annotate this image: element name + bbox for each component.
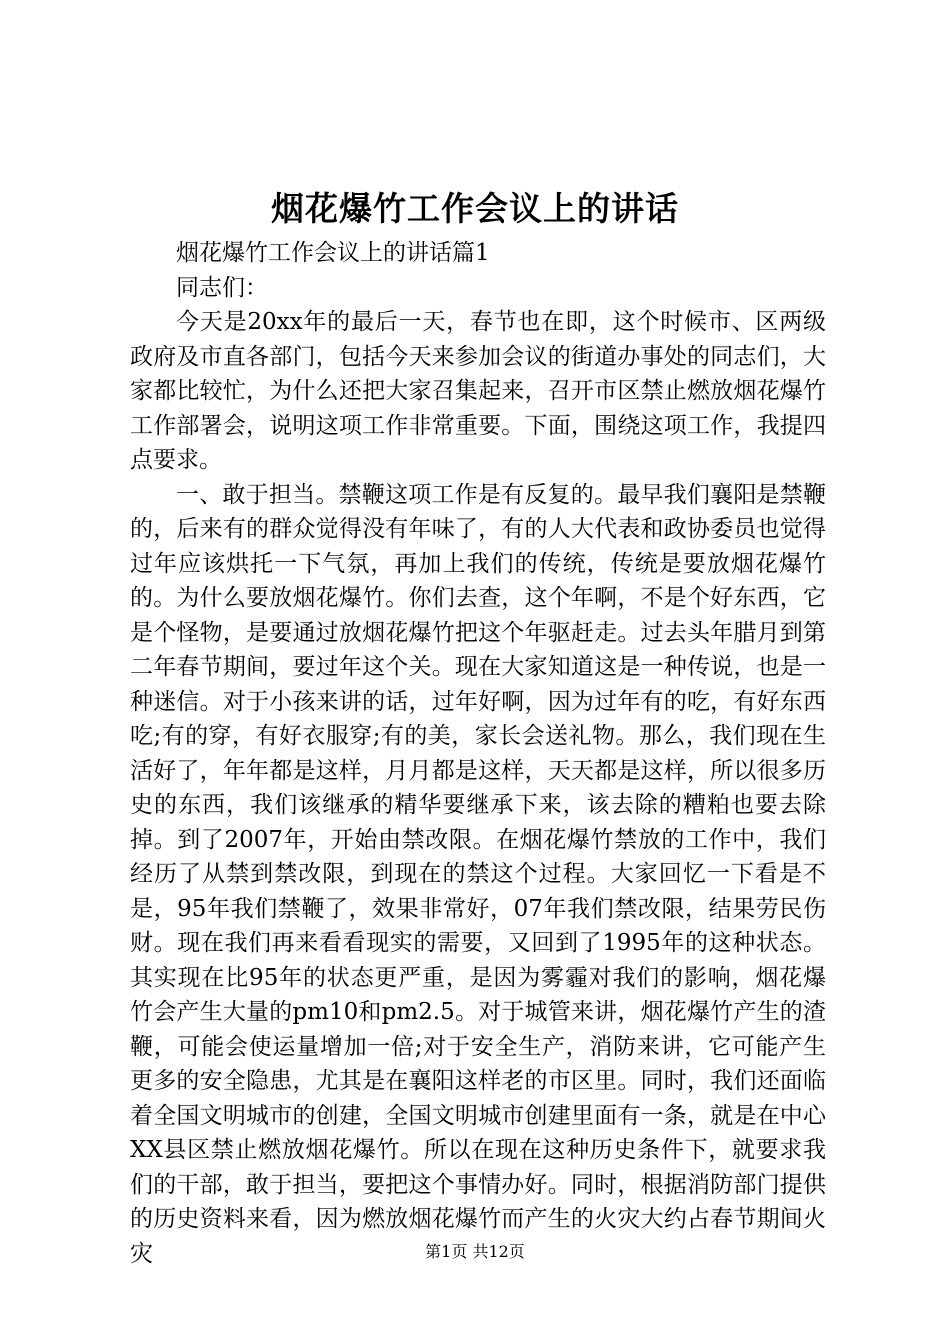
page-footer: 第1页 共12页 xyxy=(425,1242,525,1261)
salutation: 同志们： xyxy=(176,274,268,301)
paragraph-section-one: 一、敢于担当。禁鞭这项工作是有反复的。最早我们襄阳是禁鞭的，后来有的群众觉得没有年味了，有的人大代表和政协委员也觉得过年应该烘托一下气氛，再加上我们的传统，传统是要放烟花爆竹的。为什么要放烟花爆竹。你们去查，这个年啊，不是个好东西，它是个怪物，是要通过放烟花爆竹把这个年驱赶走。过去头年腊月到第二年春节期间，要过年这个关。现在大家知道这是一种传说，也是一种迷信。对于小孩来讲的话，过年好啊，因为过年有的吃，有好东西吃;有的穿，有好衣服穿;有的美，家长会送礼物。那么，我们现在生活好了，年年都是这样，月月都是这样，天天都是这样，所以很多历史的东西，我们该继承的精华要继承下来，该去除的糟粕也要去除掉。到了2007年，开始由禁改限。在烟花爆竹禁放的工作中，我们经历了从禁到禁改限，到现在的禁这个过程。大家回忆一下看是不是，95年我们禁鞭了，效果非常好，07年我们禁改限，结果劳民伤财。现在我们再来看看现实的需要，又回到了1995年的这种状态。其实现在比95年的状态更严重，是因为雾霾对我们的影响，烟花爆竹会产生大量的pm10和pm2.5。对于城管来讲，烟花爆竹产生的渣鞭，可能会使运量增加一倍;对于安全生产，消防来讲，它可能产生更多的安全隐患，尤其是在襄阳这样老的市区里。同时，我们还面临着全国文明城市的创建，全国文明城市创建里面有一条，就是在中心XX县区禁止燃放烟花爆竹。所以在现在这种历史条件下，就要求我们的干部，敢于担当，要把这个事情办好。同时，根据消防部门提供的历史资料来看，因为燃放烟花爆竹而产生的火灾大约占春节期间火灾 xyxy=(130,481,826,1267)
document-title: 烟花爆竹工作会议上的讲话 xyxy=(271,189,679,228)
document-subtitle: 烟花爆竹工作会议上的讲话篇1 xyxy=(176,240,490,266)
paragraph-intro: 今天是20xx年的最后一天，春节也在即，这个时候市、区两级政府及市直各部门，包括今天来参加会议的街道办事处的同志们，大家都比较忙，为什么还把大家召集起来，召开市区禁止燃放烟花爆竹工作部署会，说明这项工作非常重要。下面，围绕这项工作，我提四点要求。 xyxy=(130,309,826,473)
document-body xyxy=(130,236,826,1271)
